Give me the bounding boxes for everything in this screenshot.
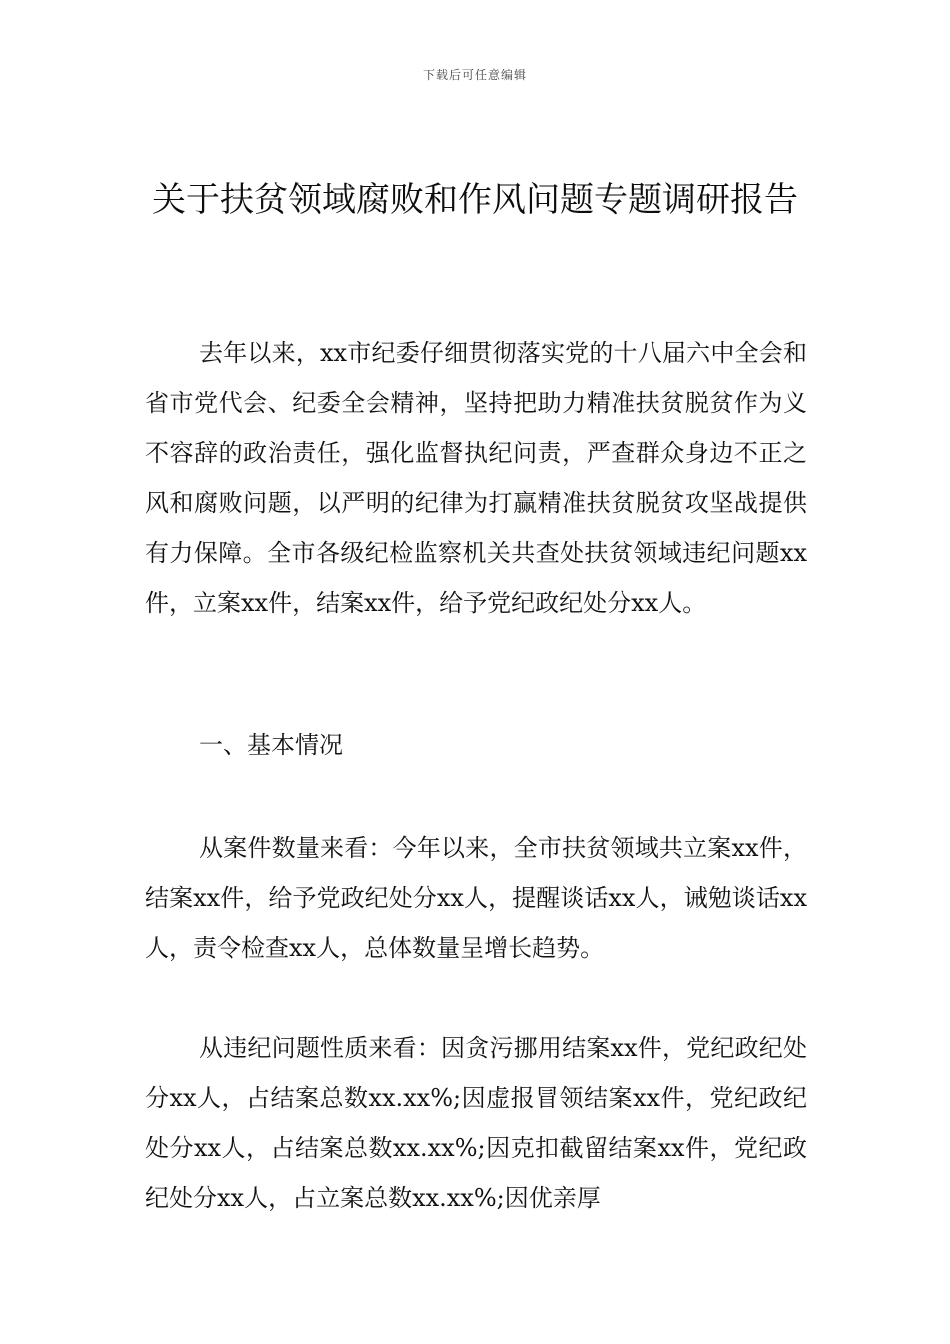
- header-note: 下载后可任意编辑: [422, 68, 527, 82]
- section-heading: 一、基本情况: [199, 731, 343, 759]
- violation-nature-paragraph: 从违纪问题性质来看：因贪污挪用结案xx件，党纪政纪处分xx人，占结案总数xx.xx%;因虚报冒领结案xx件，党纪政纪处分xx人，占结案总数xx.xx%;因克扣截留结案xx件，党纪政纪处分xx人，占立案总数xx.xx%;因优亲厚: [145, 1034, 807, 1212]
- intro-paragraph: 去年以来，xx市纪委仔细贯彻落实党的十八届六中全会和省市党代会、纪委全会精神，坚持把助力精准扶贫脱贫作为义不容辞的政治责任，强化监督执纪问责，严查群众身边不正之风和腐败问题，以严明的纪律为打赢精准扶贫脱贫攻坚战提供有力保障。全市各级纪检监察机关共查处扶贫领域违纪问题xx件，立案xx件，结案xx件，给予党纪政纪处分xx人。: [145, 339, 807, 617]
- document-title: 关于扶贫领域腐败和作风问题专题调研报告: [152, 180, 798, 220]
- case-count-paragraph: 从案件数量来看：今年以来，全市扶贫领域共立案xx件，结案xx件，给予党政纪处分xx人，提醒谈话xx人，诫勉谈话xx人，责令检查xx人，总体数量呈增长趋势。: [145, 834, 807, 962]
